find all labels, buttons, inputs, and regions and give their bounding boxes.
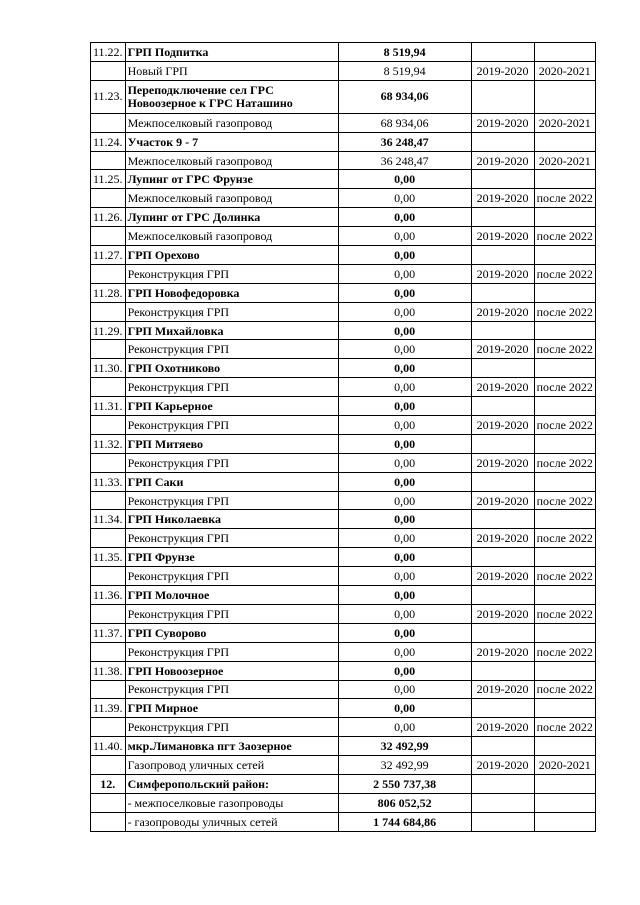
row-name: Реконструкция ГРП	[125, 453, 338, 472]
row-period-start: 2019-2020	[471, 680, 534, 699]
row-name: мкр.Лимановка пгт Заозерное	[125, 737, 338, 756]
row-name: Реконструкция ГРП	[125, 680, 338, 699]
table-row	[91, 397, 596, 416]
row-amount: 0,00	[338, 718, 471, 737]
row-amount: 0,00	[338, 416, 471, 435]
row-number	[91, 302, 126, 321]
row-name: Лупинг от ГРС Долинка	[125, 208, 338, 227]
row-period-start	[471, 170, 534, 189]
row-number	[91, 604, 126, 623]
row-period-end	[534, 812, 595, 831]
table-row	[91, 113, 596, 132]
row-period-end	[534, 170, 595, 189]
row-name: Реконструкция ГРП	[125, 604, 338, 623]
row-period-end	[534, 699, 595, 718]
row-number: 11.23.	[91, 80, 126, 113]
row-period-start	[471, 623, 534, 642]
row-number: 11.29.	[91, 321, 126, 340]
row-period-end: 2020-2021	[534, 756, 595, 775]
table-row	[91, 43, 596, 62]
table-row	[91, 227, 596, 246]
table-row	[91, 132, 596, 151]
row-name: ГРП Суворово	[125, 623, 338, 642]
table-row	[91, 623, 596, 642]
row-amount: 0,00	[338, 170, 471, 189]
row-name: ГРП Карьерное	[125, 397, 338, 416]
table-row	[91, 302, 596, 321]
row-number	[91, 642, 126, 661]
table-row	[91, 208, 596, 227]
row-period-end: после 2022	[534, 604, 595, 623]
row-period-end: после 2022	[534, 227, 595, 246]
row-amount: 0,00	[338, 491, 471, 510]
row-number	[91, 113, 126, 132]
row-period-end	[534, 359, 595, 378]
table-row	[91, 246, 596, 265]
row-amount: 0,00	[338, 567, 471, 586]
row-number	[91, 567, 126, 586]
row-name: Реконструкция ГРП	[125, 642, 338, 661]
row-period-end: после 2022	[534, 453, 595, 472]
row-period-start: 2019-2020	[471, 61, 534, 80]
table-row	[91, 756, 596, 775]
row-name: ГРП Мирное	[125, 699, 338, 718]
row-period-start: 2019-2020	[471, 189, 534, 208]
table-row	[91, 264, 596, 283]
row-name: Реконструкция ГРП	[125, 529, 338, 548]
table-body	[91, 43, 596, 832]
row-number: 11.24.	[91, 132, 126, 151]
row-name: Переподключение сел ГРС Новоозерное к ГРС Наташино	[125, 80, 338, 113]
row-period-start	[471, 80, 534, 113]
row-period-end: после 2022	[534, 416, 595, 435]
row-amount: 0,00	[338, 510, 471, 529]
row-name: - газопроводы уличных сетей	[125, 812, 338, 831]
row-period-end	[534, 246, 595, 265]
row-amount: 0,00	[338, 586, 471, 605]
row-period-start: 2019-2020	[471, 718, 534, 737]
table-row	[91, 793, 596, 812]
row-amount: 0,00	[338, 340, 471, 359]
row-amount: 0,00	[338, 548, 471, 567]
row-name: Межпоселковый газопровод	[125, 227, 338, 246]
row-number	[91, 529, 126, 548]
row-period-end	[534, 80, 595, 113]
row-name: Реконструкция ГРП	[125, 264, 338, 283]
table-row	[91, 548, 596, 567]
row-number	[91, 756, 126, 775]
row-period-start	[471, 283, 534, 302]
row-period-end: после 2022	[534, 189, 595, 208]
row-period-start: 2019-2020	[471, 302, 534, 321]
table-row	[91, 812, 596, 831]
row-period-end: после 2022	[534, 302, 595, 321]
table-row	[91, 510, 596, 529]
row-name: ГРП Молочное	[125, 586, 338, 605]
row-number: 11.39.	[91, 699, 126, 718]
row-period-end: после 2022	[534, 491, 595, 510]
row-period-start: 2019-2020	[471, 491, 534, 510]
row-period-start	[471, 246, 534, 265]
row-amount: 0,00	[338, 661, 471, 680]
row-name: Межпоселковый газопровод	[125, 189, 338, 208]
row-amount: 0,00	[338, 302, 471, 321]
row-number	[91, 718, 126, 737]
row-period-start: 2019-2020	[471, 756, 534, 775]
table-row	[91, 661, 596, 680]
row-name: Реконструкция ГРП	[125, 416, 338, 435]
row-number	[91, 227, 126, 246]
row-period-end	[534, 397, 595, 416]
table-row	[91, 737, 596, 756]
row-number: 11.37.	[91, 623, 126, 642]
row-name: Реконструкция ГРП	[125, 718, 338, 737]
row-period-start	[471, 359, 534, 378]
row-period-end	[534, 774, 595, 793]
row-amount: 68 934,06	[338, 80, 471, 113]
row-amount: 0,00	[338, 434, 471, 453]
row-period-end	[534, 586, 595, 605]
row-amount: 0,00	[338, 189, 471, 208]
row-period-end	[534, 661, 595, 680]
row-period-end: после 2022	[534, 680, 595, 699]
row-name: Реконструкция ГРП	[125, 340, 338, 359]
row-amount: 0,00	[338, 604, 471, 623]
row-period-start	[471, 737, 534, 756]
row-name: - межпоселковые газопроводы	[125, 793, 338, 812]
row-period-start	[471, 397, 534, 416]
row-period-start: 2019-2020	[471, 529, 534, 548]
table-row	[91, 604, 596, 623]
row-period-start: 2019-2020	[471, 227, 534, 246]
row-period-start: 2019-2020	[471, 113, 534, 132]
table-row	[91, 453, 596, 472]
table-row	[91, 472, 596, 491]
row-amount: 0,00	[338, 699, 471, 718]
table-row	[91, 378, 596, 397]
row-number: 11.36.	[91, 586, 126, 605]
table-row	[91, 434, 596, 453]
row-period-end	[534, 472, 595, 491]
row-period-start	[471, 774, 534, 793]
row-period-start: 2019-2020	[471, 340, 534, 359]
row-name: ГРП Михайловка	[125, 321, 338, 340]
row-period-start	[471, 812, 534, 831]
table-row	[91, 80, 596, 113]
row-period-end: после 2022	[534, 340, 595, 359]
row-name: Симферопольский район:	[125, 774, 338, 793]
row-number	[91, 453, 126, 472]
row-amount: 0,00	[338, 283, 471, 302]
row-amount: 0,00	[338, 680, 471, 699]
row-period-end: после 2022	[534, 567, 595, 586]
row-period-end: после 2022	[534, 718, 595, 737]
row-period-start	[471, 321, 534, 340]
row-period-start	[471, 434, 534, 453]
row-name: ГРП Подпитка	[125, 43, 338, 62]
table-row	[91, 61, 596, 80]
row-name: Реконструкция ГРП	[125, 491, 338, 510]
table-row	[91, 416, 596, 435]
row-name: Участок 9 - 7	[125, 132, 338, 151]
table-row	[91, 642, 596, 661]
row-name: ГРП Николаевка	[125, 510, 338, 529]
row-period-start	[471, 510, 534, 529]
table-row	[91, 680, 596, 699]
row-period-start: 2019-2020	[471, 151, 534, 170]
row-amount: 36 248,47	[338, 132, 471, 151]
row-period-end: 2020-2021	[534, 113, 595, 132]
row-number	[91, 189, 126, 208]
row-name: Новый ГРП	[125, 61, 338, 80]
row-period-end	[534, 321, 595, 340]
row-amount: 0,00	[338, 529, 471, 548]
row-name: Реконструкция ГРП	[125, 567, 338, 586]
row-number	[91, 680, 126, 699]
row-amount: 8 519,94	[338, 43, 471, 62]
row-name: Межпоселковый газопровод	[125, 113, 338, 132]
row-name: Лупинг от ГРС Фрунзе	[125, 170, 338, 189]
row-amount: 806 052,52	[338, 793, 471, 812]
row-period-end	[534, 434, 595, 453]
row-name: ГРП Новоозерное	[125, 661, 338, 680]
row-amount: 32 492,99	[338, 756, 471, 775]
table-row	[91, 321, 596, 340]
row-name: ГРП Орехово	[125, 246, 338, 265]
row-number	[91, 793, 126, 812]
row-name: Реконструкция ГРП	[125, 302, 338, 321]
row-period-end	[534, 548, 595, 567]
row-name: ГРП Охотниково	[125, 359, 338, 378]
table-row	[91, 359, 596, 378]
row-name: Реконструкция ГРП	[125, 378, 338, 397]
row-period-end	[534, 510, 595, 529]
row-period-end	[534, 283, 595, 302]
row-number: 11.26.	[91, 208, 126, 227]
row-number	[91, 416, 126, 435]
row-number: 11.25.	[91, 170, 126, 189]
row-number: 11.33.	[91, 472, 126, 491]
row-amount: 8 519,94	[338, 61, 471, 80]
row-period-start: 2019-2020	[471, 604, 534, 623]
row-period-end: после 2022	[534, 642, 595, 661]
row-amount: 32 492,99	[338, 737, 471, 756]
table-row	[91, 586, 596, 605]
row-number: 11.38.	[91, 661, 126, 680]
row-amount: 1 744 684,86	[338, 812, 471, 831]
row-number: 11.22.	[91, 43, 126, 62]
row-name: ГРП Фрунзе	[125, 548, 338, 567]
row-number	[91, 340, 126, 359]
table-row	[91, 718, 596, 737]
row-amount: 0,00	[338, 359, 471, 378]
row-period-end	[534, 737, 595, 756]
row-period-end	[534, 793, 595, 812]
row-period-start: 2019-2020	[471, 378, 534, 397]
row-period-end: после 2022	[534, 264, 595, 283]
row-period-start	[471, 132, 534, 151]
row-amount: 0,00	[338, 227, 471, 246]
row-period-start	[471, 208, 534, 227]
row-amount: 0,00	[338, 453, 471, 472]
row-period-start	[471, 793, 534, 812]
row-number	[91, 812, 126, 831]
row-number	[91, 491, 126, 510]
row-name: ГРП Саки	[125, 472, 338, 491]
row-amount: 0,00	[338, 264, 471, 283]
row-period-start	[471, 472, 534, 491]
row-name: Газопровод уличных сетей	[125, 756, 338, 775]
row-amount: 0,00	[338, 623, 471, 642]
row-period-end: 2020-2021	[534, 61, 595, 80]
row-number: 11.30.	[91, 359, 126, 378]
row-amount: 0,00	[338, 397, 471, 416]
row-number: 11.34.	[91, 510, 126, 529]
row-amount: 0,00	[338, 642, 471, 661]
row-period-start: 2019-2020	[471, 567, 534, 586]
row-number	[91, 378, 126, 397]
table-row	[91, 529, 596, 548]
row-number: 11.31.	[91, 397, 126, 416]
row-period-end: после 2022	[534, 378, 595, 397]
table-row	[91, 699, 596, 718]
table-row	[91, 283, 596, 302]
row-amount: 2 550 737,38	[338, 774, 471, 793]
table-row	[91, 189, 596, 208]
table-row	[91, 170, 596, 189]
row-number	[91, 151, 126, 170]
row-period-start	[471, 661, 534, 680]
row-period-start: 2019-2020	[471, 264, 534, 283]
row-period-start	[471, 586, 534, 605]
row-period-start	[471, 699, 534, 718]
row-period-start: 2019-2020	[471, 416, 534, 435]
row-amount: 0,00	[338, 208, 471, 227]
row-period-end	[534, 132, 595, 151]
table-row	[91, 151, 596, 170]
row-amount: 36 248,47	[338, 151, 471, 170]
row-number: 11.32.	[91, 434, 126, 453]
row-period-start: 2019-2020	[471, 642, 534, 661]
row-period-end	[534, 43, 595, 62]
row-amount: 0,00	[338, 321, 471, 340]
row-period-start	[471, 43, 534, 62]
row-period-start: 2019-2020	[471, 453, 534, 472]
row-name: Межпоселковый газопровод	[125, 151, 338, 170]
row-number	[91, 264, 126, 283]
table-row	[91, 340, 596, 359]
row-period-start	[471, 548, 534, 567]
row-number: 12.	[91, 774, 126, 793]
row-name: ГРП Новофедоровка	[125, 283, 338, 302]
row-amount: 0,00	[338, 472, 471, 491]
row-number: 11.35.	[91, 548, 126, 567]
row-number: 11.27.	[91, 246, 126, 265]
row-period-end	[534, 208, 595, 227]
table-row	[91, 567, 596, 586]
row-period-end	[534, 623, 595, 642]
row-number	[91, 61, 126, 80]
gas-pipeline-table	[90, 42, 596, 832]
row-amount: 68 934,06	[338, 113, 471, 132]
row-amount: 0,00	[338, 378, 471, 397]
row-number: 11.40.	[91, 737, 126, 756]
table-row	[91, 491, 596, 510]
row-period-end: 2020-2021	[534, 151, 595, 170]
table-row	[91, 774, 596, 793]
row-amount: 0,00	[338, 246, 471, 265]
row-name: ГРП Митяево	[125, 434, 338, 453]
row-period-end: после 2022	[534, 529, 595, 548]
row-number: 11.28.	[91, 283, 126, 302]
